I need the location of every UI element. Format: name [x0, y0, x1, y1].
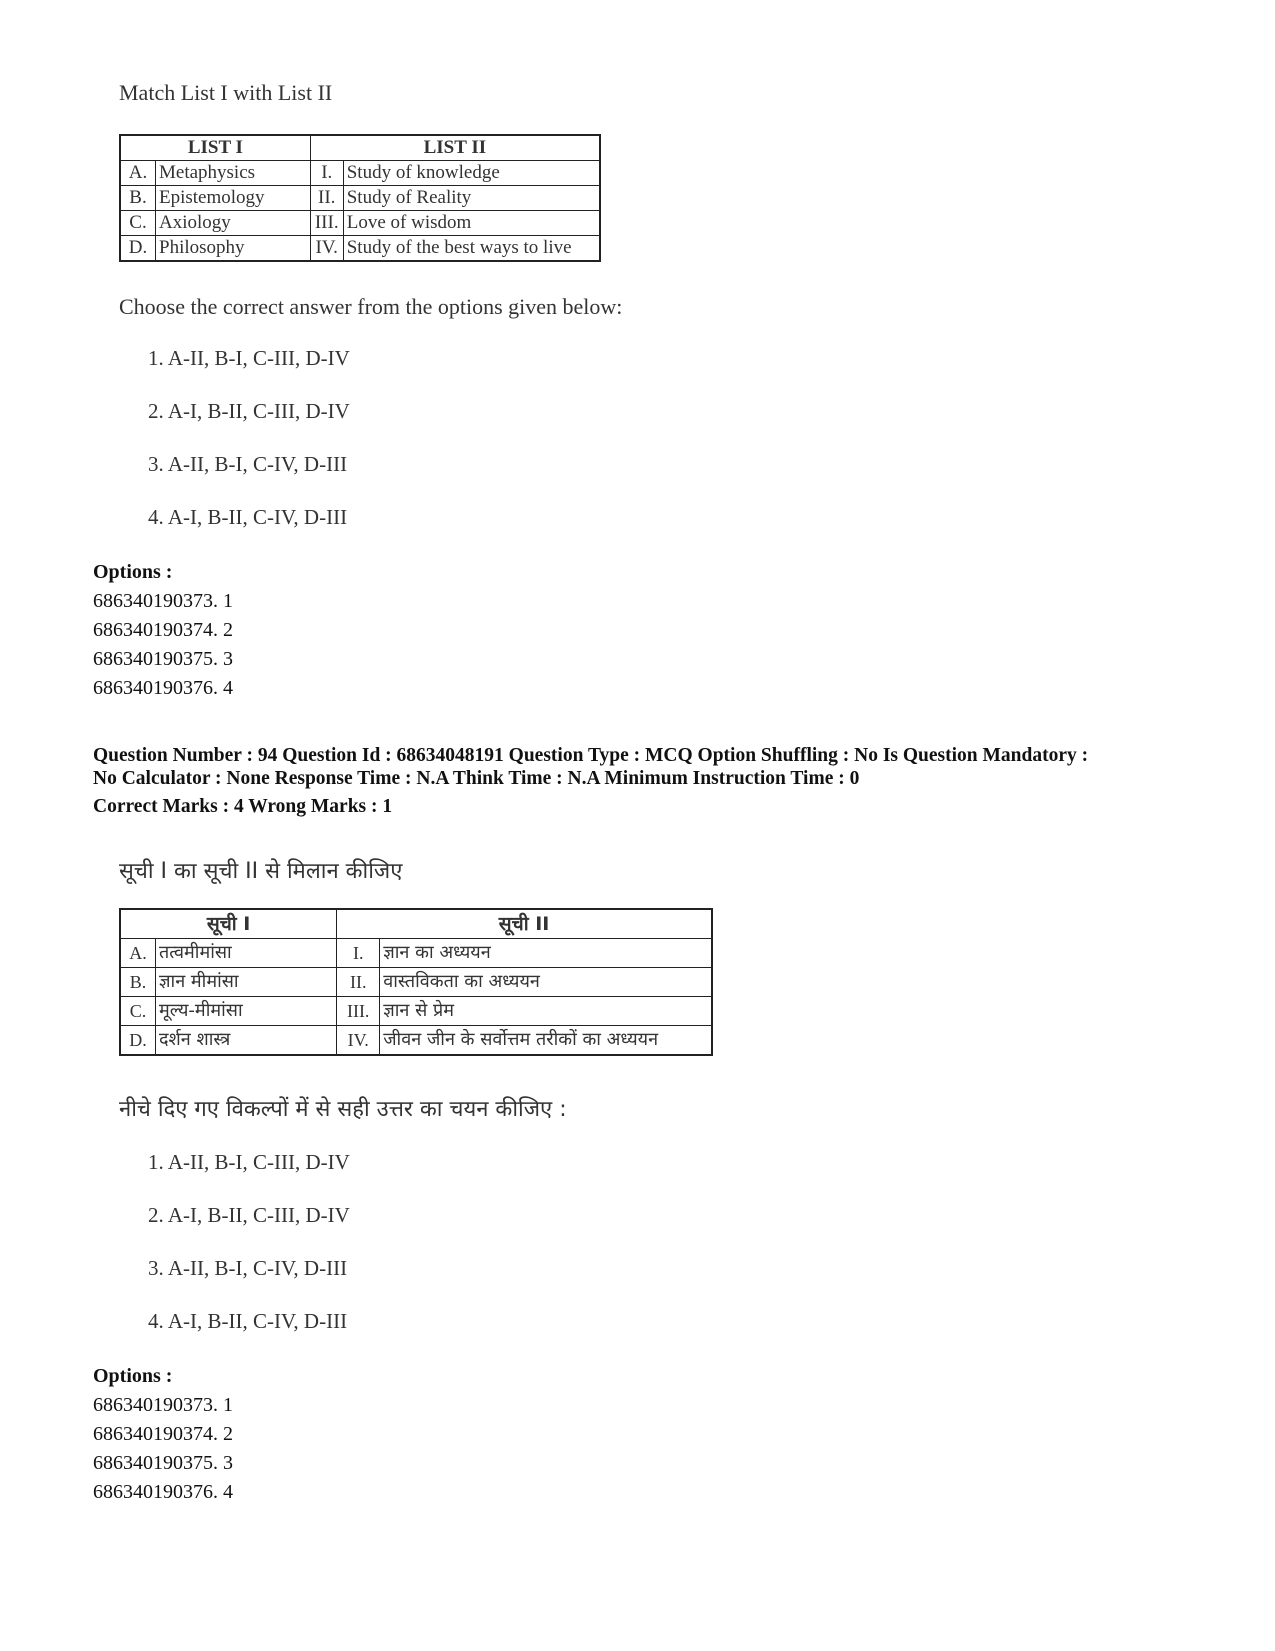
choice-item: 4. A-I, B-II, C-IV, D-III [148, 505, 348, 529]
row-item: Philosophy [156, 236, 311, 262]
option-item: 686340190376. 4 [93, 1481, 233, 1503]
row-item: Axiology [156, 211, 311, 236]
row-num: III. [310, 211, 343, 236]
question-marks: Correct Marks : 4 Wrong Marks : 1 [93, 796, 393, 817]
option-item: 686340190373. 1 [93, 1394, 233, 1416]
table-row [120, 997, 712, 1026]
row-key: A. [120, 161, 156, 186]
row-num: II. [337, 968, 380, 997]
option-item: 686340190375. 3 [93, 1452, 233, 1474]
row-item: तत्वमीमांसा [156, 939, 337, 968]
row-match: Study of Reality [343, 186, 600, 211]
choice-prompt: Choose the correct answer from the options given below: [119, 294, 623, 319]
row-match: वास्तविकता का अध्ययन [380, 968, 712, 997]
table-row [120, 1026, 712, 1056]
choice-prompt-hindi: नीचे दिए गए विकल्पों में से सही उत्तर का चयन कीजिए : [119, 1097, 567, 1122]
row-key: C. [120, 211, 156, 236]
row-key: D. [120, 236, 156, 262]
row-match: Study of the best ways to live [343, 236, 600, 262]
choice-item: 3. A-II, B-I, C-IV, D-III [148, 452, 348, 476]
option-item: 686340190374. 2 [93, 619, 233, 641]
question-instruction: Match List I with List II [119, 80, 333, 105]
choice-item: 2. A-I, B-II, C-III, D-IV [148, 1203, 350, 1227]
choice-item: 4. A-I, B-II, C-IV, D-III [148, 1309, 348, 1333]
options-label: Options : [93, 1365, 173, 1387]
choice-item: 1. A-II, B-I, C-III, D-IV [148, 346, 350, 370]
row-num: IV. [310, 236, 343, 262]
question-instruction-hindi: सूची I का सूची II से मिलान कीजिए [119, 859, 403, 884]
row-key: D. [120, 1026, 156, 1056]
row-match: ज्ञान से प्रेम [380, 997, 712, 1026]
row-item: Metaphysics [156, 161, 311, 186]
row-item: ज्ञान मीमांसा [156, 968, 337, 997]
row-match: ज्ञान का अध्ययन [380, 939, 712, 968]
table-row [120, 939, 712, 968]
choice-item: 3. A-II, B-I, C-IV, D-III [148, 1256, 348, 1280]
list1-header: सूची I [120, 909, 337, 939]
row-match: जीवन जीन के सर्वोत्तम तरीकों का अध्ययन [380, 1026, 712, 1056]
row-key: B. [120, 968, 156, 997]
row-key: C. [120, 997, 156, 1026]
option-item: 686340190375. 3 [93, 648, 233, 670]
row-match: Love of wisdom [343, 211, 600, 236]
match-table [119, 134, 601, 262]
list2-header: सूची II [337, 909, 712, 939]
row-match: Study of knowledge [343, 161, 600, 186]
row-item: दर्शन शास्त्र [156, 1026, 337, 1056]
row-num: III. [337, 997, 380, 1026]
row-item: मूल्य-मीमांसा [156, 997, 337, 1026]
table-row [120, 236, 600, 262]
question-meta-line1: Question Number : 94 Question Id : 68634048191 Question Type : MCQ Option Shuffling : No Is Question Mandatory : [93, 745, 1089, 766]
option-item: 686340190376. 4 [93, 677, 233, 699]
option-item: 686340190374. 2 [93, 1423, 233, 1445]
row-num: IV. [337, 1026, 380, 1056]
row-key: A. [120, 939, 156, 968]
row-key: B. [120, 186, 156, 211]
choice-item: 2. A-I, B-II, C-III, D-IV [148, 399, 350, 423]
match-table-hindi [119, 908, 713, 1056]
row-num: I. [337, 939, 380, 968]
table-row [120, 186, 600, 211]
choice-item: 1. A-II, B-I, C-III, D-IV [148, 1150, 350, 1174]
row-num: I. [310, 161, 343, 186]
option-item: 686340190373. 1 [93, 590, 233, 612]
row-num: II. [310, 186, 343, 211]
options-label: Options : [93, 561, 173, 583]
table-row [120, 161, 600, 186]
table-row [120, 211, 600, 236]
list1-header: LIST I [120, 135, 310, 161]
table-row [120, 968, 712, 997]
list2-header: LIST II [310, 135, 600, 161]
question-meta-line2: No Calculator : None Response Time : N.A Think Time : N.A Minimum Instruction Time : 0 [93, 768, 860, 789]
row-item: Epistemology [156, 186, 311, 211]
